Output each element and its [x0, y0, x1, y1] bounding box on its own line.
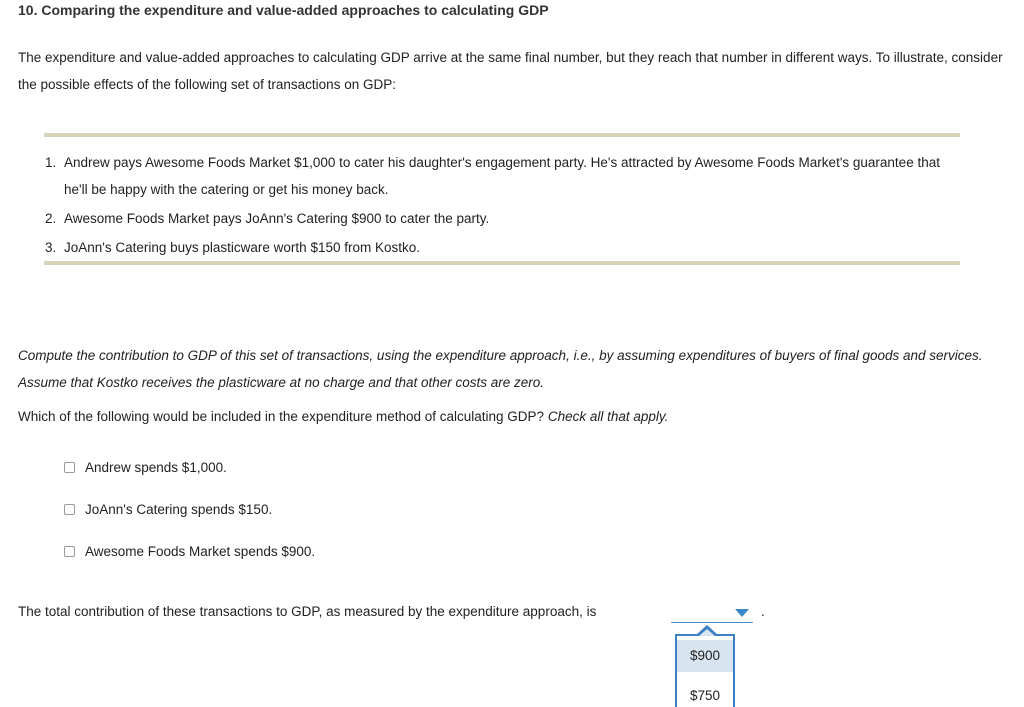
option-label: Andrew spends $1,000.	[85, 460, 227, 475]
transaction-item	[44, 149, 960, 203]
option-andrew[interactable]	[64, 460, 227, 475]
transaction-text: Awesome Foods Market pays JoAnn's Catering $900 to cater the party.	[64, 211, 490, 226]
option-joann[interactable]	[64, 502, 272, 517]
transaction-text: JoAnn's Catering buys plasticware worth $150 from Kostko.	[64, 240, 420, 255]
transaction-number: 3.	[45, 240, 57, 255]
dropdown-menu	[675, 634, 735, 707]
checkbox[interactable]	[64, 462, 75, 473]
intro-paragraph: The expenditure and value-added approaches to calculating GDP arrive at the same final number, but they reach that number in different ways. To illustrate, consider the possible effects of the following set of transactions on GDP:	[18, 50, 1003, 92]
total-period: .	[761, 604, 765, 619]
total-dropdown[interactable]	[671, 604, 753, 623]
transaction-number: 2.	[45, 211, 57, 226]
option-label: JoAnn's Catering spends $150.	[85, 502, 273, 517]
question-prompt	[18, 409, 668, 424]
caret-down-icon[interactable]	[735, 609, 749, 617]
transaction-text: Andrew pays Awesome Foods Market $1,000 to cater his daughter's engagement party. He's attracted by Awesome Foods Market's guarantee that he'll be happy with the catering or get his money back.	[64, 155, 940, 197]
checkbox[interactable]	[64, 546, 75, 557]
total-text: The total contribution of these transactions to GDP, as measured by the expenditure approach, is	[18, 604, 597, 619]
transaction-item	[44, 234, 960, 261]
transaction-number: 1.	[45, 155, 57, 170]
question-title: 10. Comparing the expenditure and value-added approaches to calculating GDP	[18, 2, 549, 18]
option-label: Awesome Foods Market spends $900.	[85, 544, 316, 559]
checkbox[interactable]	[64, 504, 75, 515]
dropdown-option-750[interactable]: $750	[689, 688, 721, 703]
transaction-item	[44, 205, 960, 232]
question-hint: Check all that apply.	[547, 409, 669, 424]
popup-pointer-fill-icon	[699, 629, 715, 636]
transactions-box	[44, 133, 960, 265]
instruction-text: Compute the contribution to GDP of this set of transactions, using the expenditure approach, i.e., by assuming expenditures of buyers of final goods and services. Assume that Kostko receives the plasticware at no charge and that other costs are zero.	[18, 348, 983, 390]
transactions-list	[44, 149, 960, 263]
dropdown-option-900[interactable]: $900	[677, 640, 733, 672]
option-awesome-foods[interactable]	[64, 544, 315, 559]
question-text: Which of the following would be included in the expenditure method of calculating GDP?	[18, 409, 545, 424]
